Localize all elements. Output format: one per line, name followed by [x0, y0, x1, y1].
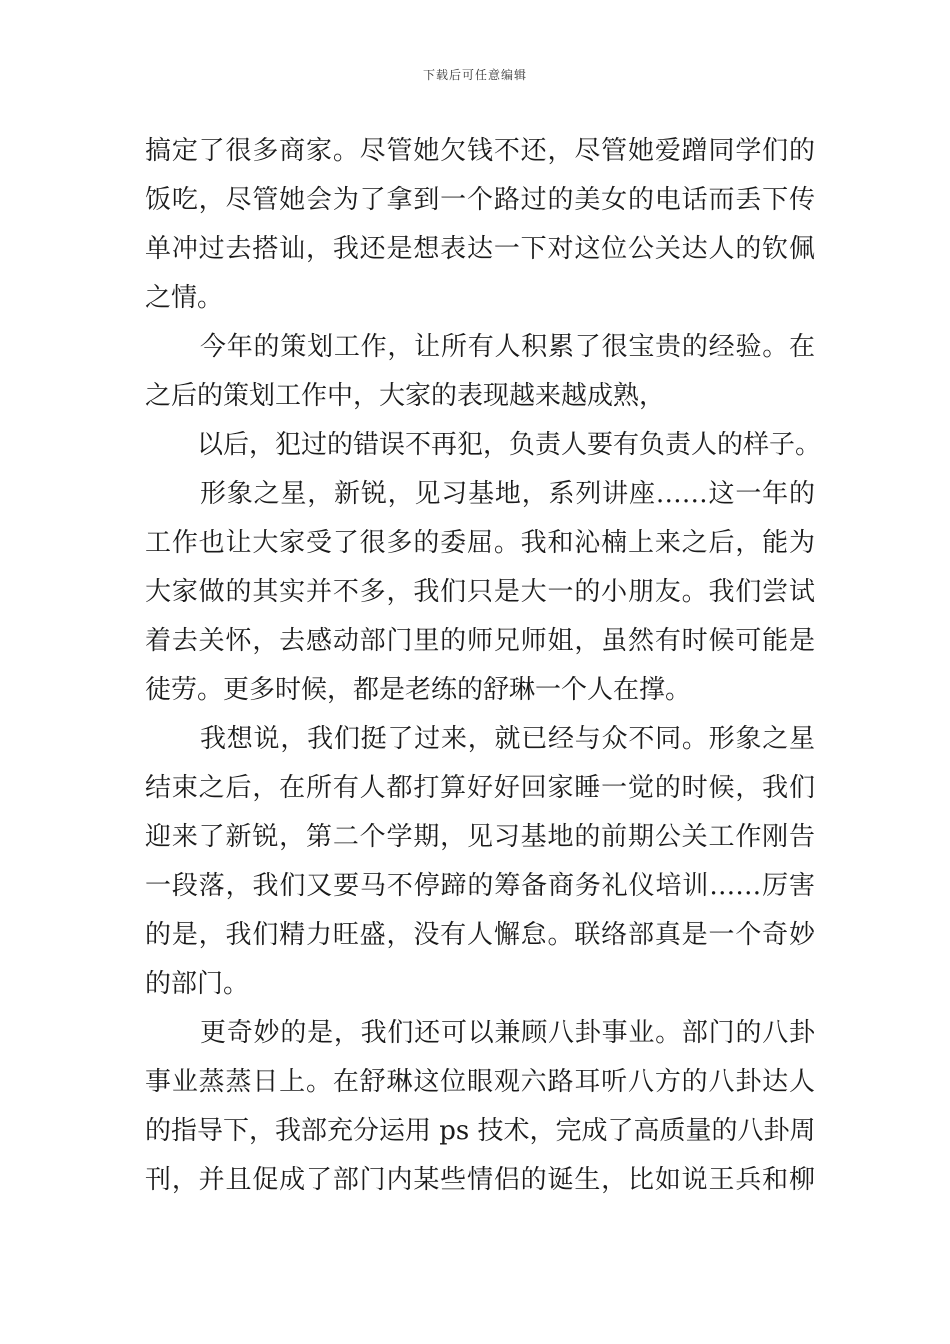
text-line: 结束之后，在所有人都打算好好回家睡一觉的时候，我们: [145, 773, 815, 803]
text-line: 工作也让大家受了很多的委屈。我和沁楠上来之后，能为: [145, 528, 815, 558]
paragraph-start-line: 以后，犯过的错误不再犯，负责人要有负责人的样子。: [197, 430, 822, 460]
text-line: 单冲过去搭讪，我还是想表达一下对这位公关达人的钦佩: [145, 234, 815, 264]
text-line: 之情。: [145, 283, 224, 313]
text-line: 刊，并且促成了部门内某些情侣的诞生，比如说王兵和柳: [145, 1165, 815, 1195]
text-line: 的是，我们精力旺盛，没有人懈怠。联络部真是一个奇妙: [145, 920, 815, 950]
page-header: 下载后可任意编辑: [422, 68, 527, 82]
paragraph-start-line: 形象之星，新锐，见习基地，系列讲座……这一年的: [200, 479, 815, 509]
document-body: [145, 127, 822, 1205]
text-line: 之后的策划工作中，大家的表现越来越成熟，: [145, 381, 666, 411]
text-line: 的指导下，我部充分运用 ps 技术，完成了高质量的八卦周: [145, 1116, 816, 1146]
text-line: 徒劳。更多时候，都是老练的舒琳一个人在撑。: [145, 675, 692, 705]
text-line: 着去关怀，去感动部门里的师兄师姐，虽然有时候可能是: [145, 626, 815, 656]
text-line: 事业蒸蒸日上。在舒琳这位眼观六路耳听八方的八卦达人: [145, 1067, 815, 1097]
text-line: 搞定了很多商家。尽管她欠钱不还，尽管她爱蹭同学们的: [145, 136, 815, 166]
paragraph-start-line: 更奇妙的是，我们还可以兼顾八卦事业。部门的八卦: [200, 1018, 815, 1048]
text-line: 饭吃，尽管她会为了拿到一个路过的美女的电话而丢下传: [145, 185, 815, 215]
text-line: 的部门。: [145, 969, 250, 999]
text-line: 迎来了新锐，第二个学期，见习基地的前期公关工作刚告: [145, 822, 815, 852]
paragraph-start-line: 我想说，我们挺了过来，就已经与众不同。形象之星: [200, 724, 815, 754]
text-line: 大家做的其实并不多，我们只是大一的小朋友。我们尝试: [145, 577, 815, 607]
paragraph-start-line: 今年的策划工作，让所有人积累了很宝贵的经验。在: [200, 332, 815, 362]
text-line: 一段落，我们又要马不停蹄的筹备商务礼仪培训……厉害: [145, 871, 815, 901]
